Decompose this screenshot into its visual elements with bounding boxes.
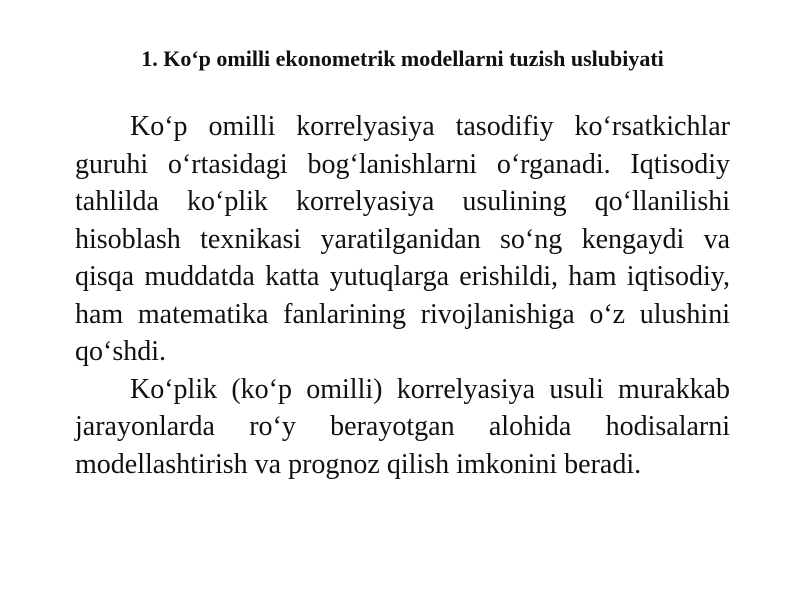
paragraph-1: Ko‘p omilli korrelyasiya tasodifiy ko‘rsatkichlar guruhi o‘rtasidagi bog‘lanishlarni o‘rganadi. Iqtisodiy tahlilda ko‘plik korrelyasiya usulining qo‘llanilishi hisoblash texnikasi yaratilganidan so‘ng kengaydi va qisqa muddatda katta yutuqlarga erishildi, ham iqtisodiy, ham matematika fanlarining rivojlanishiga o‘z ulushini qo‘shdi.: [75, 111, 730, 367]
paragraph-2: Ko‘plik (ko‘p omilli) korrelyasiya usuli murakkab jarayonlarda ro‘y berayotgan alohida hodisalarni modellashtirish va prognoz qilish imkonini beradi.: [75, 373, 730, 480]
body-text: [75, 108, 730, 483]
section-heading: 1. Ko‘p omilli ekonometrik modellarni tuzish uslubiyati: [141, 46, 664, 71]
